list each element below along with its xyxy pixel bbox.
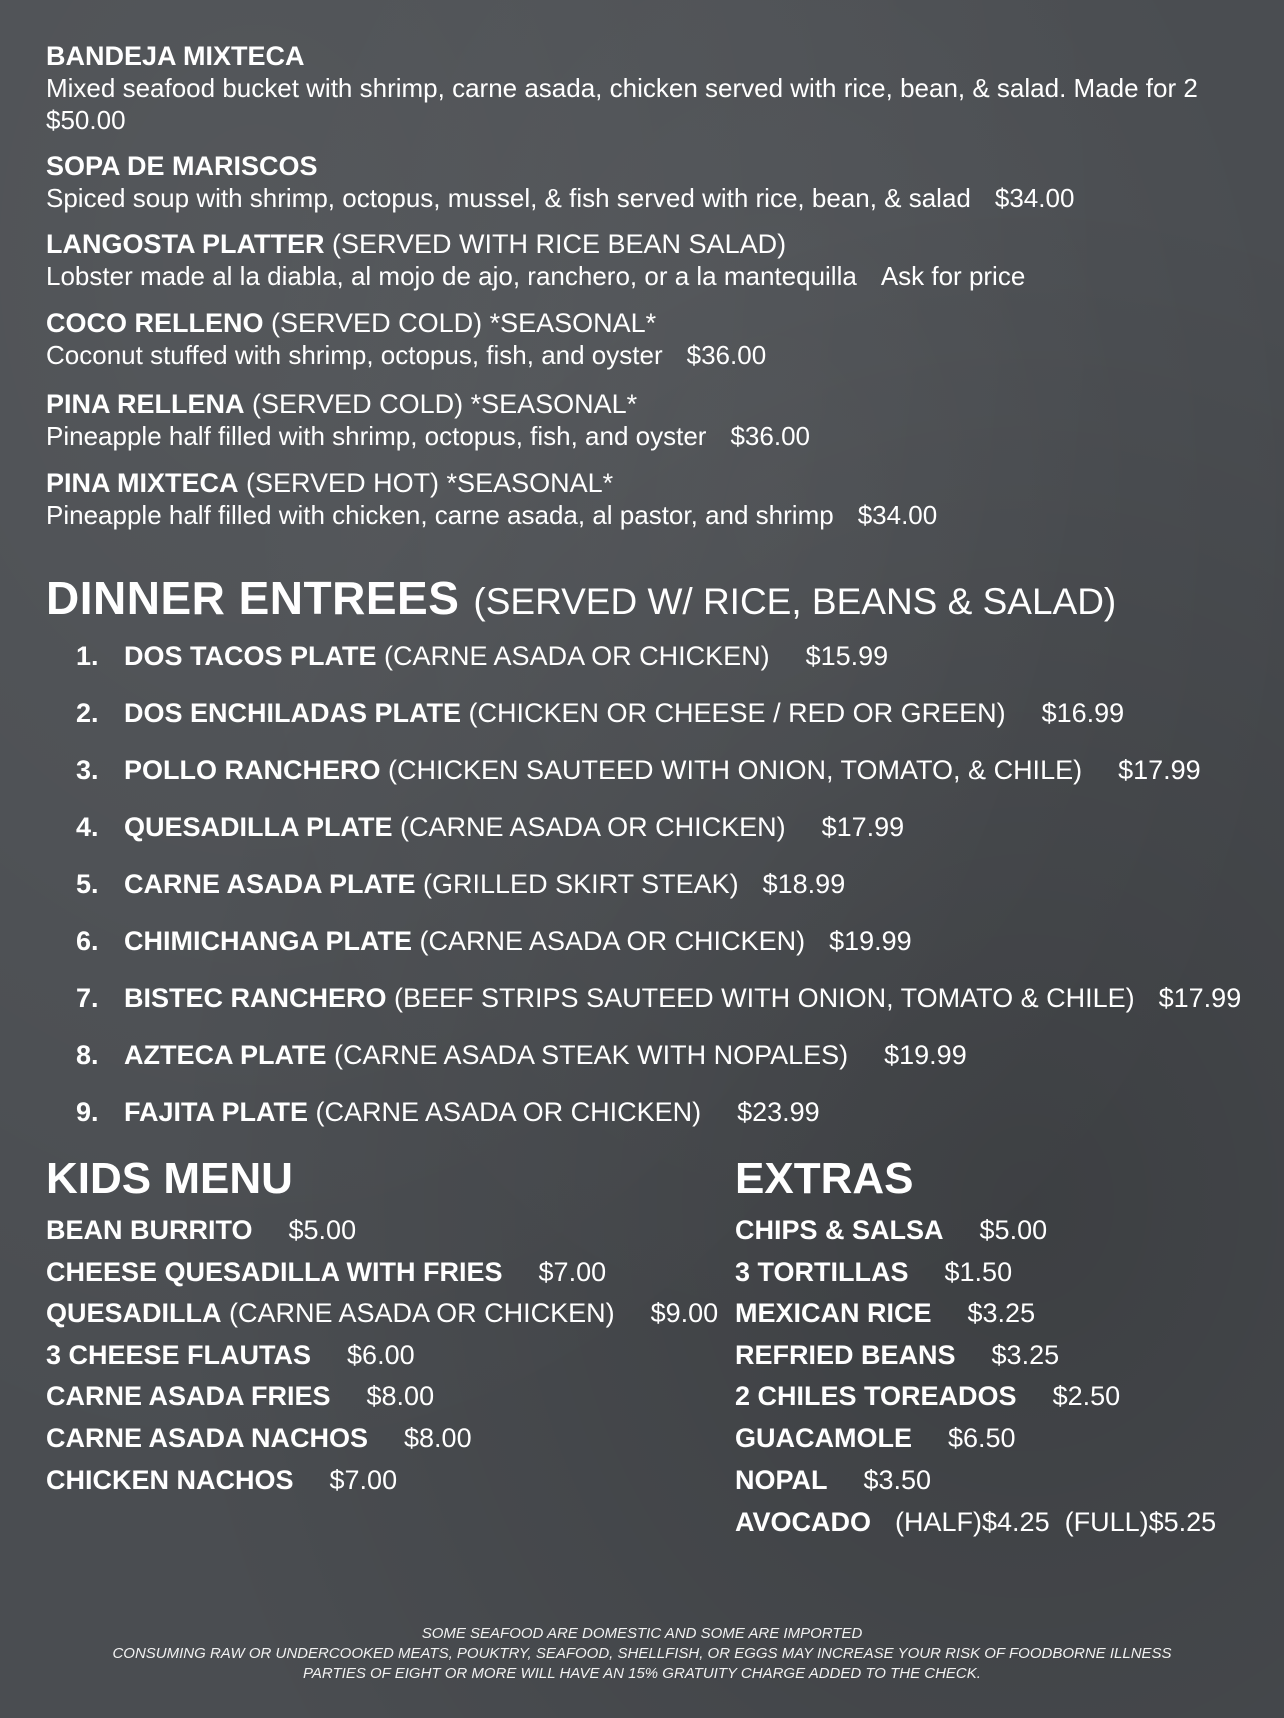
entree-item: [76, 811, 904, 843]
special-item: [46, 40, 1256, 136]
kids-menu-heading: KIDS MENU: [46, 1154, 293, 1203]
entree-note: (BEEF STRIPS SAUTEED WITH ONION, TOMATO & CHILE): [394, 983, 1135, 1013]
entree-price: $15.99: [805, 641, 889, 671]
extras-item-name: 3 TORTILLAS: [735, 1257, 909, 1287]
extras-item: [735, 1339, 1059, 1371]
entree-name: DOS ENCHILADAS PLATE: [124, 698, 462, 728]
special-description: Pineapple half filled with shrimp, octopus, fish, and oyster: [46, 421, 707, 451]
entree-item: [76, 925, 912, 957]
extras-item: [735, 1422, 1016, 1454]
extras-item-price: $6.50: [948, 1423, 1016, 1453]
special-name: COCO RELLENO: [46, 308, 264, 338]
entree-name: DOS TACOS PLATE: [124, 641, 377, 671]
entree-item: [76, 640, 888, 672]
entree-number: 1.: [76, 641, 99, 671]
special-item: [46, 388, 1256, 452]
extras-item-name: GUACAMOLE: [735, 1423, 912, 1453]
entree-price: $23.99: [737, 1097, 820, 1127]
extras-item-price: $3.25: [991, 1340, 1060, 1370]
entree-number: 2.: [76, 698, 99, 728]
entree-price: $18.99: [762, 869, 846, 899]
special-item: [46, 467, 1256, 531]
kids-item: [46, 1380, 434, 1412]
special-name: LANGOSTA PLATTER: [46, 229, 325, 259]
special-price: Ask for price: [880, 261, 1026, 291]
kids-item-name: QUESADILLA: [46, 1298, 222, 1328]
entree-name: FAJITA PLATE: [124, 1097, 309, 1127]
special-item: [46, 150, 1256, 214]
kids-item-price: $7.00: [329, 1465, 398, 1495]
special-note: (SERVED HOT) *SEASONAL*: [246, 468, 614, 498]
special-note: (SERVED COLD) *SEASONAL*: [271, 308, 657, 338]
entree-name: BISTEC RANCHERO: [124, 983, 387, 1013]
extras-item-price: $2.50: [1052, 1381, 1121, 1411]
kids-item: [46, 1297, 718, 1329]
kids-item: [46, 1214, 356, 1246]
section-subtitle: (SERVED W/ RICE, BEANS & SALAD): [473, 581, 1117, 622]
entree-name: POLLO RANCHERO: [124, 755, 381, 785]
footer-note: PARTIES OF EIGHT OR MORE WILL HAVE AN 15% GRATUITY CHARGE ADDED TO THE CHECK.: [303, 1665, 981, 1682]
entree-number: 6.: [76, 926, 99, 956]
special-price: $36.00: [686, 340, 767, 370]
extras-item-name: AVOCADO: [735, 1507, 872, 1537]
extras-item-price: $1.50: [944, 1257, 1013, 1287]
entree-number: 8.: [76, 1040, 99, 1070]
special-description: Pineapple half filled with chicken, carne asada, al pastor, and shrimp: [46, 500, 834, 530]
special-price: $34.00: [857, 500, 938, 530]
footer-note: CONSUMING RAW OR UNDERCOOKED MEATS, POUKTRY, SEAFOOD, SHELLFISH, OR EGGS MAY INCREASE YOUR RISK OF FOODBORNE ILLNESS: [112, 1645, 1172, 1662]
kids-item-name: CARNE ASADA NACHOS: [46, 1423, 369, 1453]
entree-number: 4.: [76, 812, 99, 842]
entree-price: $16.99: [1041, 698, 1125, 728]
entree-name: CHIMICHANGA PLATE: [124, 926, 412, 956]
kids-item-price: $9.00: [650, 1298, 719, 1328]
special-name: SOPA DE MARISCOS: [46, 151, 318, 181]
entree-item: [76, 697, 1124, 729]
extras-item-name: MEXICAN RICE: [735, 1298, 932, 1328]
special-price: $34.00: [994, 183, 1075, 213]
entree-item: [76, 868, 845, 900]
entree-number: 7.: [76, 983, 99, 1013]
kids-item-name: CARNE ASADA FRIES: [46, 1381, 331, 1411]
entree-price: $17.99: [821, 812, 905, 842]
kids-item-name: CHEESE QUESADILLA WITH FRIES: [46, 1257, 503, 1287]
kids-item-name: BEAN BURRITO: [46, 1215, 253, 1245]
extras-item: [735, 1506, 1216, 1538]
entree-item: [76, 1039, 967, 1071]
special-description: Lobster made al la diabla, al mojo de ajo, ranchero, or a la mantequilla: [46, 261, 857, 291]
entree-note: (CHICKEN SAUTEED WITH ONION, TOMATO, & CHILE): [388, 755, 1083, 785]
kids-item-name: CHICKEN NACHOS: [46, 1465, 294, 1495]
entree-note: (GRILLED SKIRT STEAK): [423, 869, 739, 899]
special-description: Spiced soup with shrimp, octopus, mussel, & fish served with rice, bean, & salad: [46, 183, 971, 213]
extras-item-price: $5.00: [979, 1215, 1048, 1245]
kids-item-note: (CARNE ASADA OR CHICKEN): [229, 1298, 615, 1328]
kids-item: [46, 1464, 397, 1496]
kids-item-price: $7.00: [538, 1257, 607, 1287]
kids-item-price: $8.00: [404, 1423, 472, 1453]
special-name: BANDEJA MIXTECA: [46, 41, 305, 71]
special-price: $36.00: [730, 421, 810, 451]
special-description: Mixed seafood bucket with shrimp, carne asada, chicken served with rice, bean, & salad. Made for 2: [46, 73, 1198, 103]
entree-number: 3.: [76, 755, 99, 785]
extras-item: [735, 1256, 1012, 1288]
extras-item-price: $3.50: [863, 1465, 932, 1495]
entree-name: QUESADILLA PLATE: [124, 812, 393, 842]
entree-note: (CARNE ASADA STEAK WITH NOPALES): [334, 1040, 849, 1070]
section-title: DINNER ENTREES: [46, 572, 460, 624]
entree-name: AZTECA PLATE: [124, 1040, 327, 1070]
kids-item-price: $8.00: [366, 1381, 435, 1411]
entree-item: [76, 754, 1201, 786]
extras-item-name: NOPAL: [735, 1465, 828, 1495]
entree-note: (CHICKEN OR CHEESE / RED OR GREEN): [468, 698, 1006, 728]
dinner-entrees-heading: [46, 572, 1116, 628]
entree-note: (CARNE ASADA OR CHICKEN): [384, 641, 770, 671]
entree-price: $17.99: [1158, 983, 1242, 1013]
extras-item: [735, 1214, 1047, 1246]
extras-item-price: (HALF)$4.25 (FULL)$5.25: [895, 1507, 1217, 1537]
entree-price: $19.99: [829, 926, 912, 956]
kids-item-price: $5.00: [288, 1215, 357, 1245]
special-price: $50.00: [46, 105, 126, 135]
entree-note: (CARNE ASADA OR CHICKEN): [400, 812, 786, 842]
extras-item-name: REFRIED BEANS: [735, 1340, 956, 1370]
kids-item-price: $6.00: [347, 1340, 415, 1370]
special-item: [46, 228, 1256, 292]
entree-price: $19.99: [884, 1040, 967, 1070]
special-name: PINA RELLENA: [46, 389, 245, 419]
entree-number: 5.: [76, 869, 99, 899]
extras-item: [735, 1464, 931, 1496]
extras-item-name: CHIPS & SALSA: [735, 1215, 944, 1245]
extras-item: [735, 1297, 1035, 1329]
entree-note: (CARNE ASADA OR CHICKEN): [419, 926, 806, 956]
special-name: PINA MIXTECA: [46, 468, 239, 498]
kids-item: [46, 1256, 606, 1288]
extras-item-price: $3.25: [967, 1298, 1036, 1328]
special-note: (SERVED WITH RICE BEAN SALAD): [332, 229, 787, 259]
entree-item: [76, 1096, 820, 1128]
footer-note: SOME SEAFOOD ARE DOMESTIC AND SOME ARE IMPORTED: [421, 1625, 863, 1642]
special-note: (SERVED COLD) *SEASONAL*: [252, 389, 638, 419]
extras-heading: EXTRAS: [735, 1154, 914, 1203]
entree-name: CARNE ASADA PLATE: [124, 869, 416, 899]
special-item: [46, 307, 1256, 371]
kids-item-name: 3 CHEESE FLAUTAS: [46, 1340, 312, 1370]
entree-number: 9.: [76, 1097, 99, 1127]
entree-note: (CARNE ASADA OR CHICKEN): [315, 1097, 702, 1127]
extras-item-name: 2 CHILES TOREADOS: [735, 1381, 1017, 1411]
entree-item: [76, 982, 1241, 1014]
extras-item: [735, 1380, 1120, 1412]
kids-item: [46, 1422, 472, 1454]
entree-price: $17.99: [1118, 755, 1201, 785]
special-description: Coconut stuffed with shrimp, octopus, fish, and oyster: [46, 340, 663, 370]
kids-item: [46, 1339, 415, 1371]
